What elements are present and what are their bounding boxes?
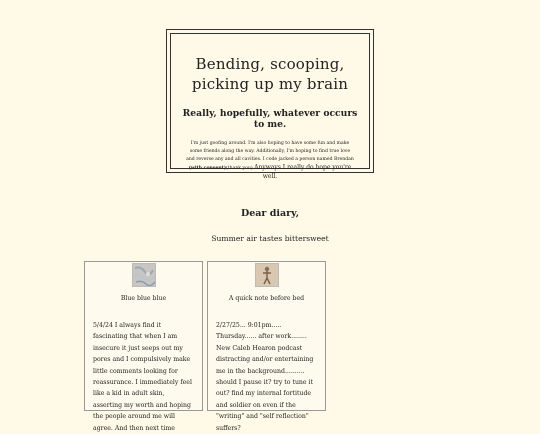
post-excerpt: 5/4/24 I always find it fascinating that when I am insecure it just seeps out my pores and I compulsively make little comments looking for reassurance. I immediately feel like a kid in adult skin, asserting my worth and hoping the people around me will agree. And then next time [93,322,192,432]
post-card[interactable] [84,261,203,432]
site-description [185,140,355,182]
header-inner-frame [170,33,370,180]
description-bold-text: (with consent) [188,166,226,171]
description-text: I'm just goofing around. I'm also hoping to have some fun and make some friends along the way. Additionally, I'm hoping to find true love and reverse any and all cavities. I code jacked a person named Brendan [186,141,354,162]
diary-heading: Dear diary, [240,208,300,219]
post-excerpt: 2/27/25... 9:01pm..... Thursday...... after work........ New Caleb Hearon podcast distracting and/or entertaining me in the background.......... should I pause it? try to tune it out? find my internal fortitude and soldier on even if the "writing" and "self reflection" suffers? [216,322,314,432]
post-card[interactable] [207,261,326,432]
site-subtitle: Really, hopefully, whatever occurs to me. [182,108,358,130]
figure-illustration-thumbnail-icon[interactable] [255,263,279,287]
post-title[interactable]: A quick note before bed [228,295,305,302]
post-title[interactable]: Blue blue blue [120,295,167,302]
site-title: Bending, scooping, picking up my brain [191,55,349,93]
description-text-2: (thank you) [226,166,255,171]
header-box [166,29,374,180]
description-closing-text: Anyways I really do hope you're well. [254,164,352,180]
blue-texture-thumbnail-icon[interactable] [132,263,156,287]
diary-subheading: Summer air tastes bittersweet [211,234,329,243]
